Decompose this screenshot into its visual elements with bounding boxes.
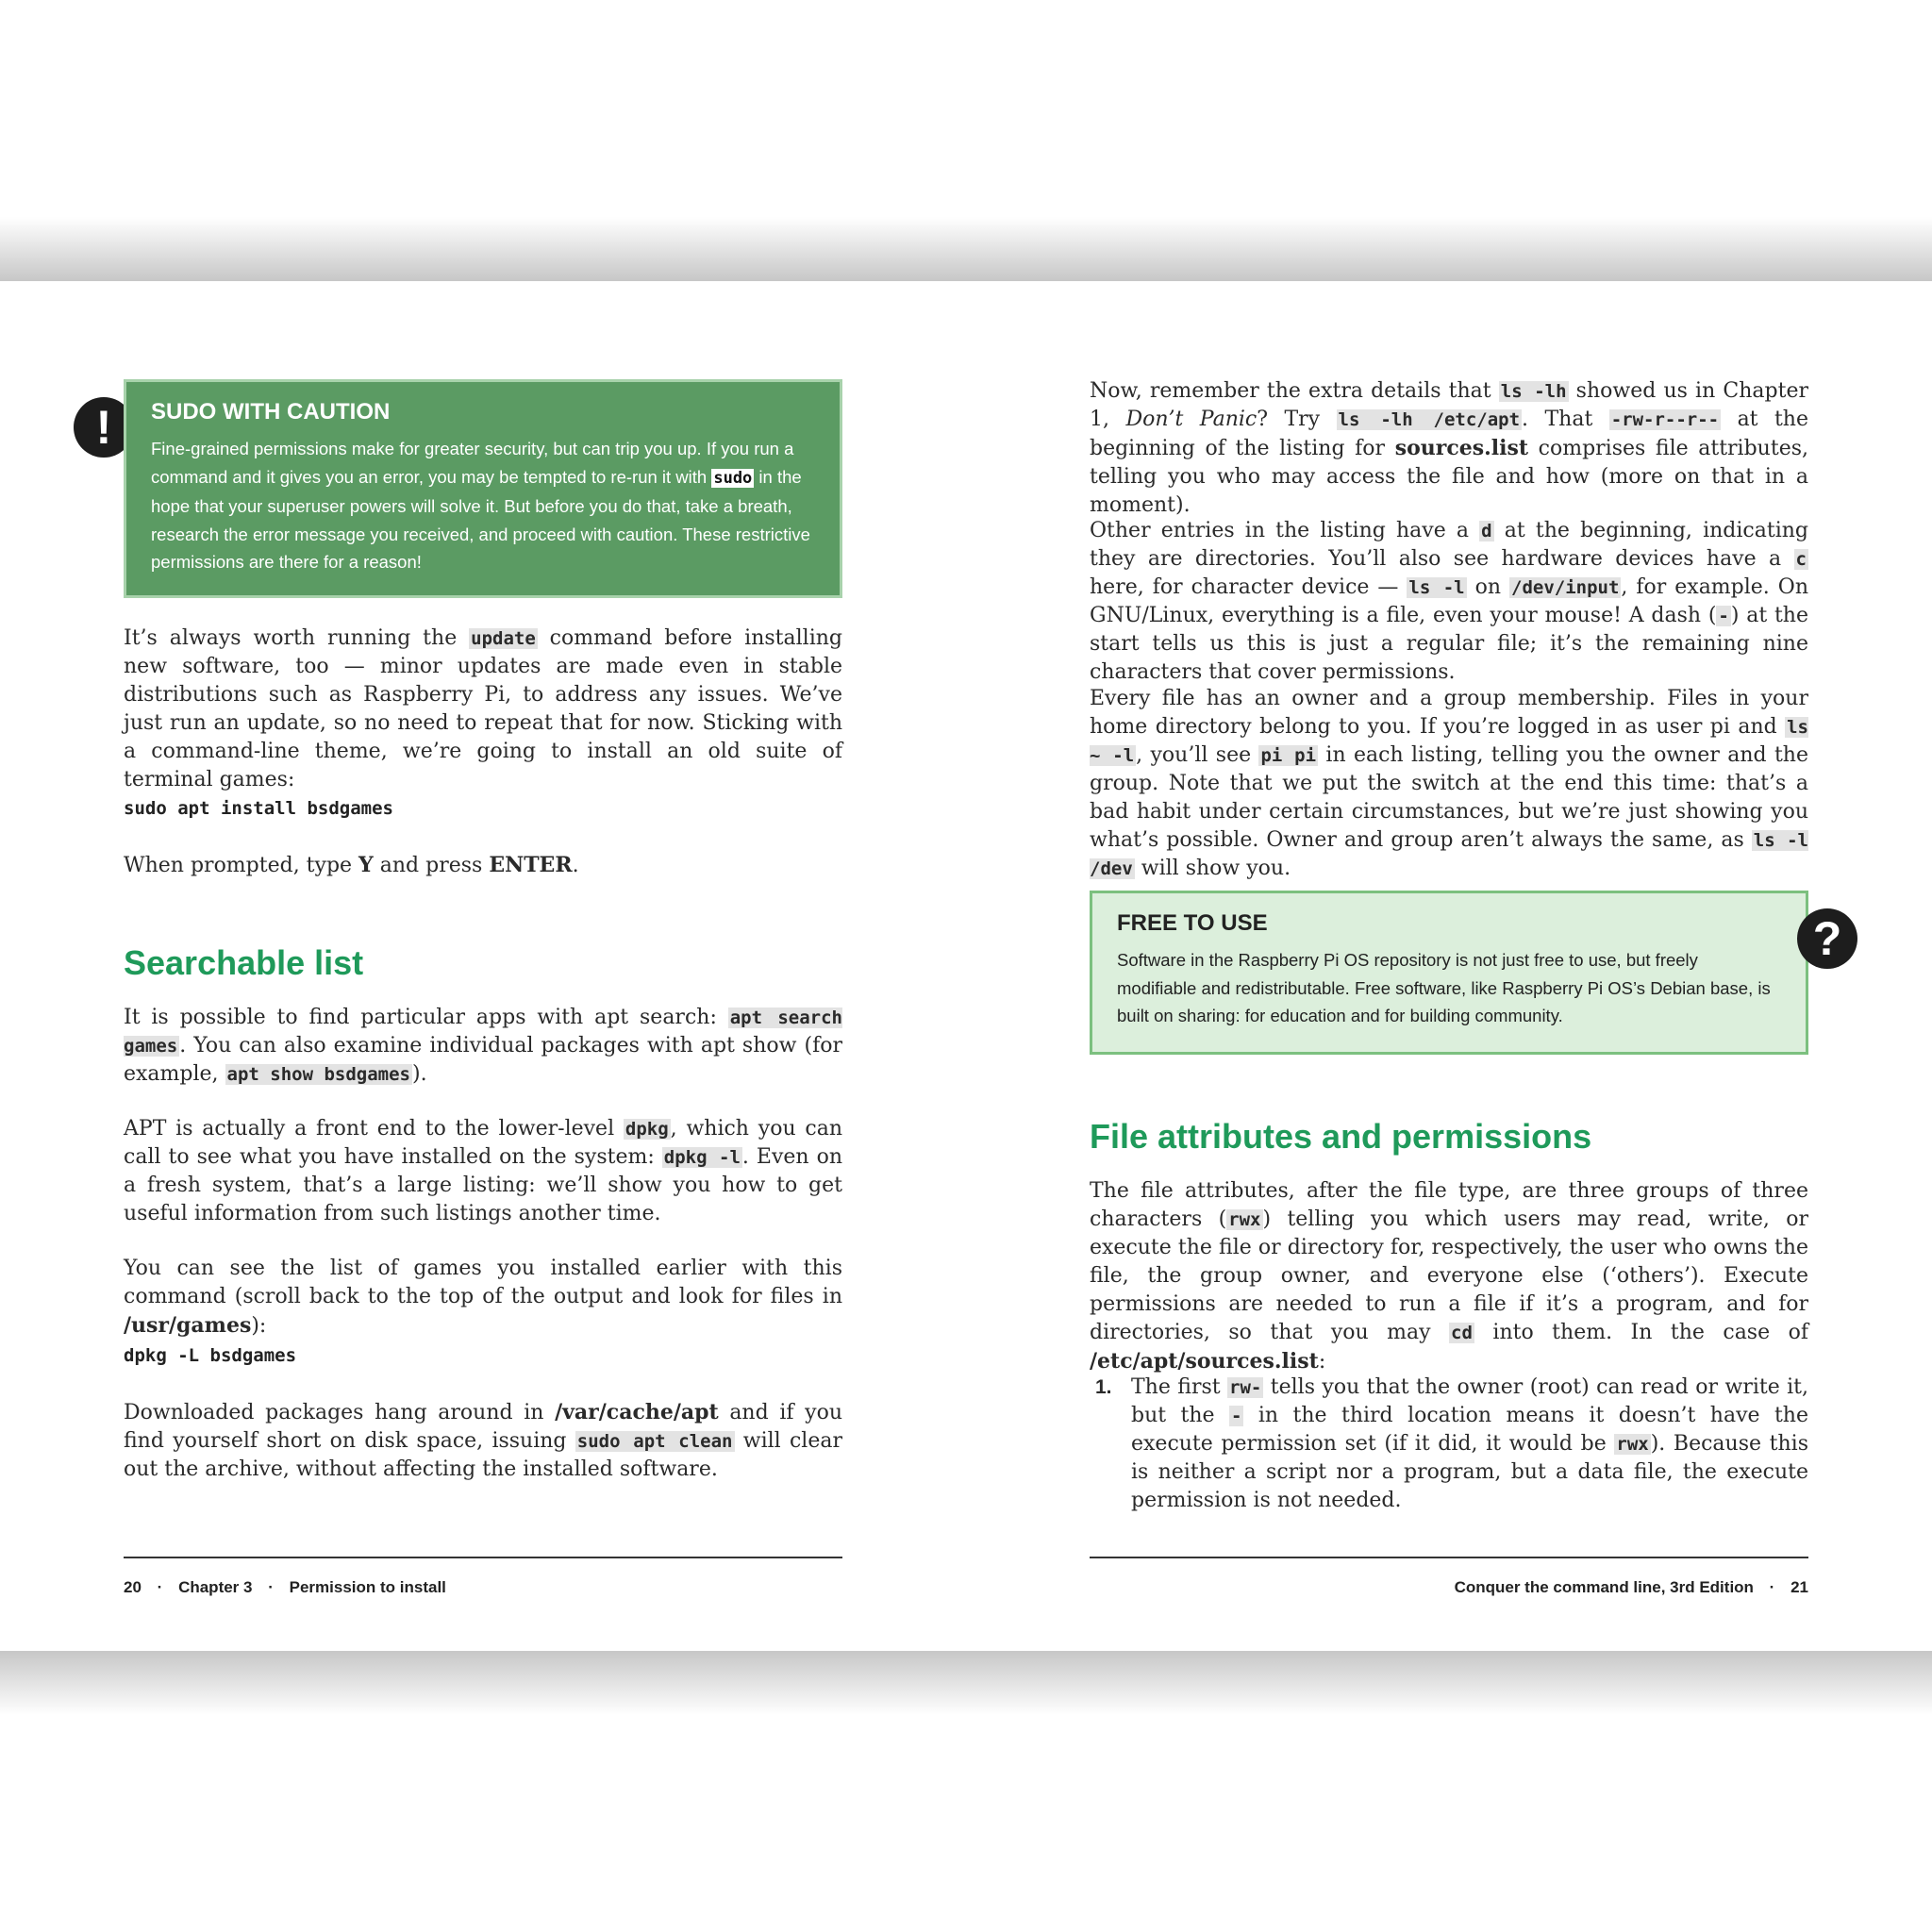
info-box-text: Software in the Raspberry Pi OS repository is not just free to use, but freely modifiable and redistributable. Free software, like Raspberry Pi OS’s Debian base, is built on sharing: for education and for building community. [1117,950,1771,1025]
book-title: Conquer the command line, 3rd Edition [1454,1578,1754,1596]
free-to-use-box [1090,891,1808,1055]
right-page [1090,281,1842,1651]
paragraph-file-attributes-intro: Now, remember the extra details that ls -lh showed us in Chapter 1, Don’t Panic? Try ls -lh /etc/apt. That -rw-r--r-- at the beginning of the listing for sources.list comprises file attributes, telling you who may access the file and how (more on that in a moment). [1090,379,1809,517]
book-spread [0,281,1932,1651]
footer-rule [1090,1557,1808,1558]
left-footer: 20 · Chapter 3 · Permission to install [124,1578,446,1596]
chapter-title: Permission to install [289,1578,446,1596]
command-dpkg-list: dpkg -L bsdgames [124,1345,297,1366]
right-footer: Conquer the command line, 3rd Edition · 21 [1454,1578,1808,1596]
caution-box-title: SUDO WITH CAUTION [151,399,391,425]
left-page [95,281,843,1651]
paragraph-apt-clean: Downloaded packages hang around in /var/cache/apt and if you find yourself short on disk space, issuing sudo apt clean will clear out the archive, without affecting the installed software. [124,1400,842,1481]
heading-searchable-list: Searchable list [124,943,364,982]
exclamation-icon: ! [74,397,134,458]
paragraph-permission-groups: The file attributes, after the file type, are three groups of three characters ( rwx) telling you which users may read, write, or execute the file or directory for, respectively, the user who owns the file, the group owner, and everyone else (‘others’). Execute permissions are needed to run a file if it’s a program, and for directories, so that you may cd into them. In the case of /etc/apt/sources.list: [1090,1179,1808,1374]
page-number: 21 [1790,1578,1808,1596]
heading-file-attributes: File attributes and permissions [1090,1117,1592,1156]
paragraph-update: It’s always worth running the update command before installing new software, too — minor updates are made even in stable distributions such as Raspberry Pi, to address any issues. We’ve just run an update, so no need to repeat that for now. Sticking with a command-line theme, we’re going to install an old suite of terminal games: [124,626,842,791]
paragraph-prompt: When prompted, type Y and press ENTER. [124,853,579,877]
paragraph-dpkg: APT is actually a front end to the lower-level dpkg, which you can call to see what you have installed on the system: dpkg -l. Even on a fresh system, that’s a large listing: we’ll show you how to get useful information from such listings another time. [124,1117,843,1225]
list-item-text: The first rw- tells you that the owner (root) can read or write it, but the - in the third location means it doesn’t have the execute permission set (if it did, it would be rwx). Because this is neither a script nor a program, but a data file, the execute permission is not needed. [1131,1375,1809,1512]
footer-rule [124,1557,842,1558]
question-icon: ? [1797,908,1857,969]
paragraph-directories: Other entries in the listing have a d at the beginning, indicating they are directories. You’ll also see hardware devices have a c here, for character device — ls -l on /dev/input, for example. On GNU/Linux, everything is a file, even your mouse! A dash ( -) at the start tells us this is just a regular file; it’s the remaining nine characters that cover permissions. [1090,519,1808,684]
list-number: 1. [1095,1376,1112,1398]
list-item [1090,1374,1808,1515]
caution-box [124,379,842,598]
chapter-label: Chapter 3 [178,1578,253,1596]
page-shadow-bottom [0,1649,1932,1715]
caution-box-text: Fine-grained permissions make for greater security, but can trip you up. If you run a command and it gives you an error, you may be tempted to re-run it with sudo in the hope that your superuser powers will solve it. But before you do that, take a breath, research the error message you received, and proceed with caution. These restrictive permissions are there for a reason! [151,439,810,572]
info-box-title: FREE TO USE [1117,910,1268,936]
paragraph-owner-group: Every file has an owner and a group membership. Files in your home directory belong to you. If you’re logged in as user pi and ls ~ -l, you’ll see pi pi in each listing, telling you the owner and the group. Note that we put the switch at the end this time: that’s a bad habit under certain circumstances, but we’re just showing you what’s possible. Owner and group aren’t always the same, as ls -l /dev will show you. [1090,687,1808,880]
command-install-bsdgames: sudo apt install bsdgames [124,798,393,819]
page-shadow-top [0,217,1932,283]
paragraph-games-list: You can see the list of games you installed earlier with this command (scroll back to the top of the output and look for files in /usr/games): [124,1257,842,1338]
page-number: 20 [124,1578,142,1596]
paragraph-apt-search: It is possible to find particular apps with apt search: apt search games. You can also examine individual packages with apt show (for example, apt show bsdgames). [124,1006,842,1086]
